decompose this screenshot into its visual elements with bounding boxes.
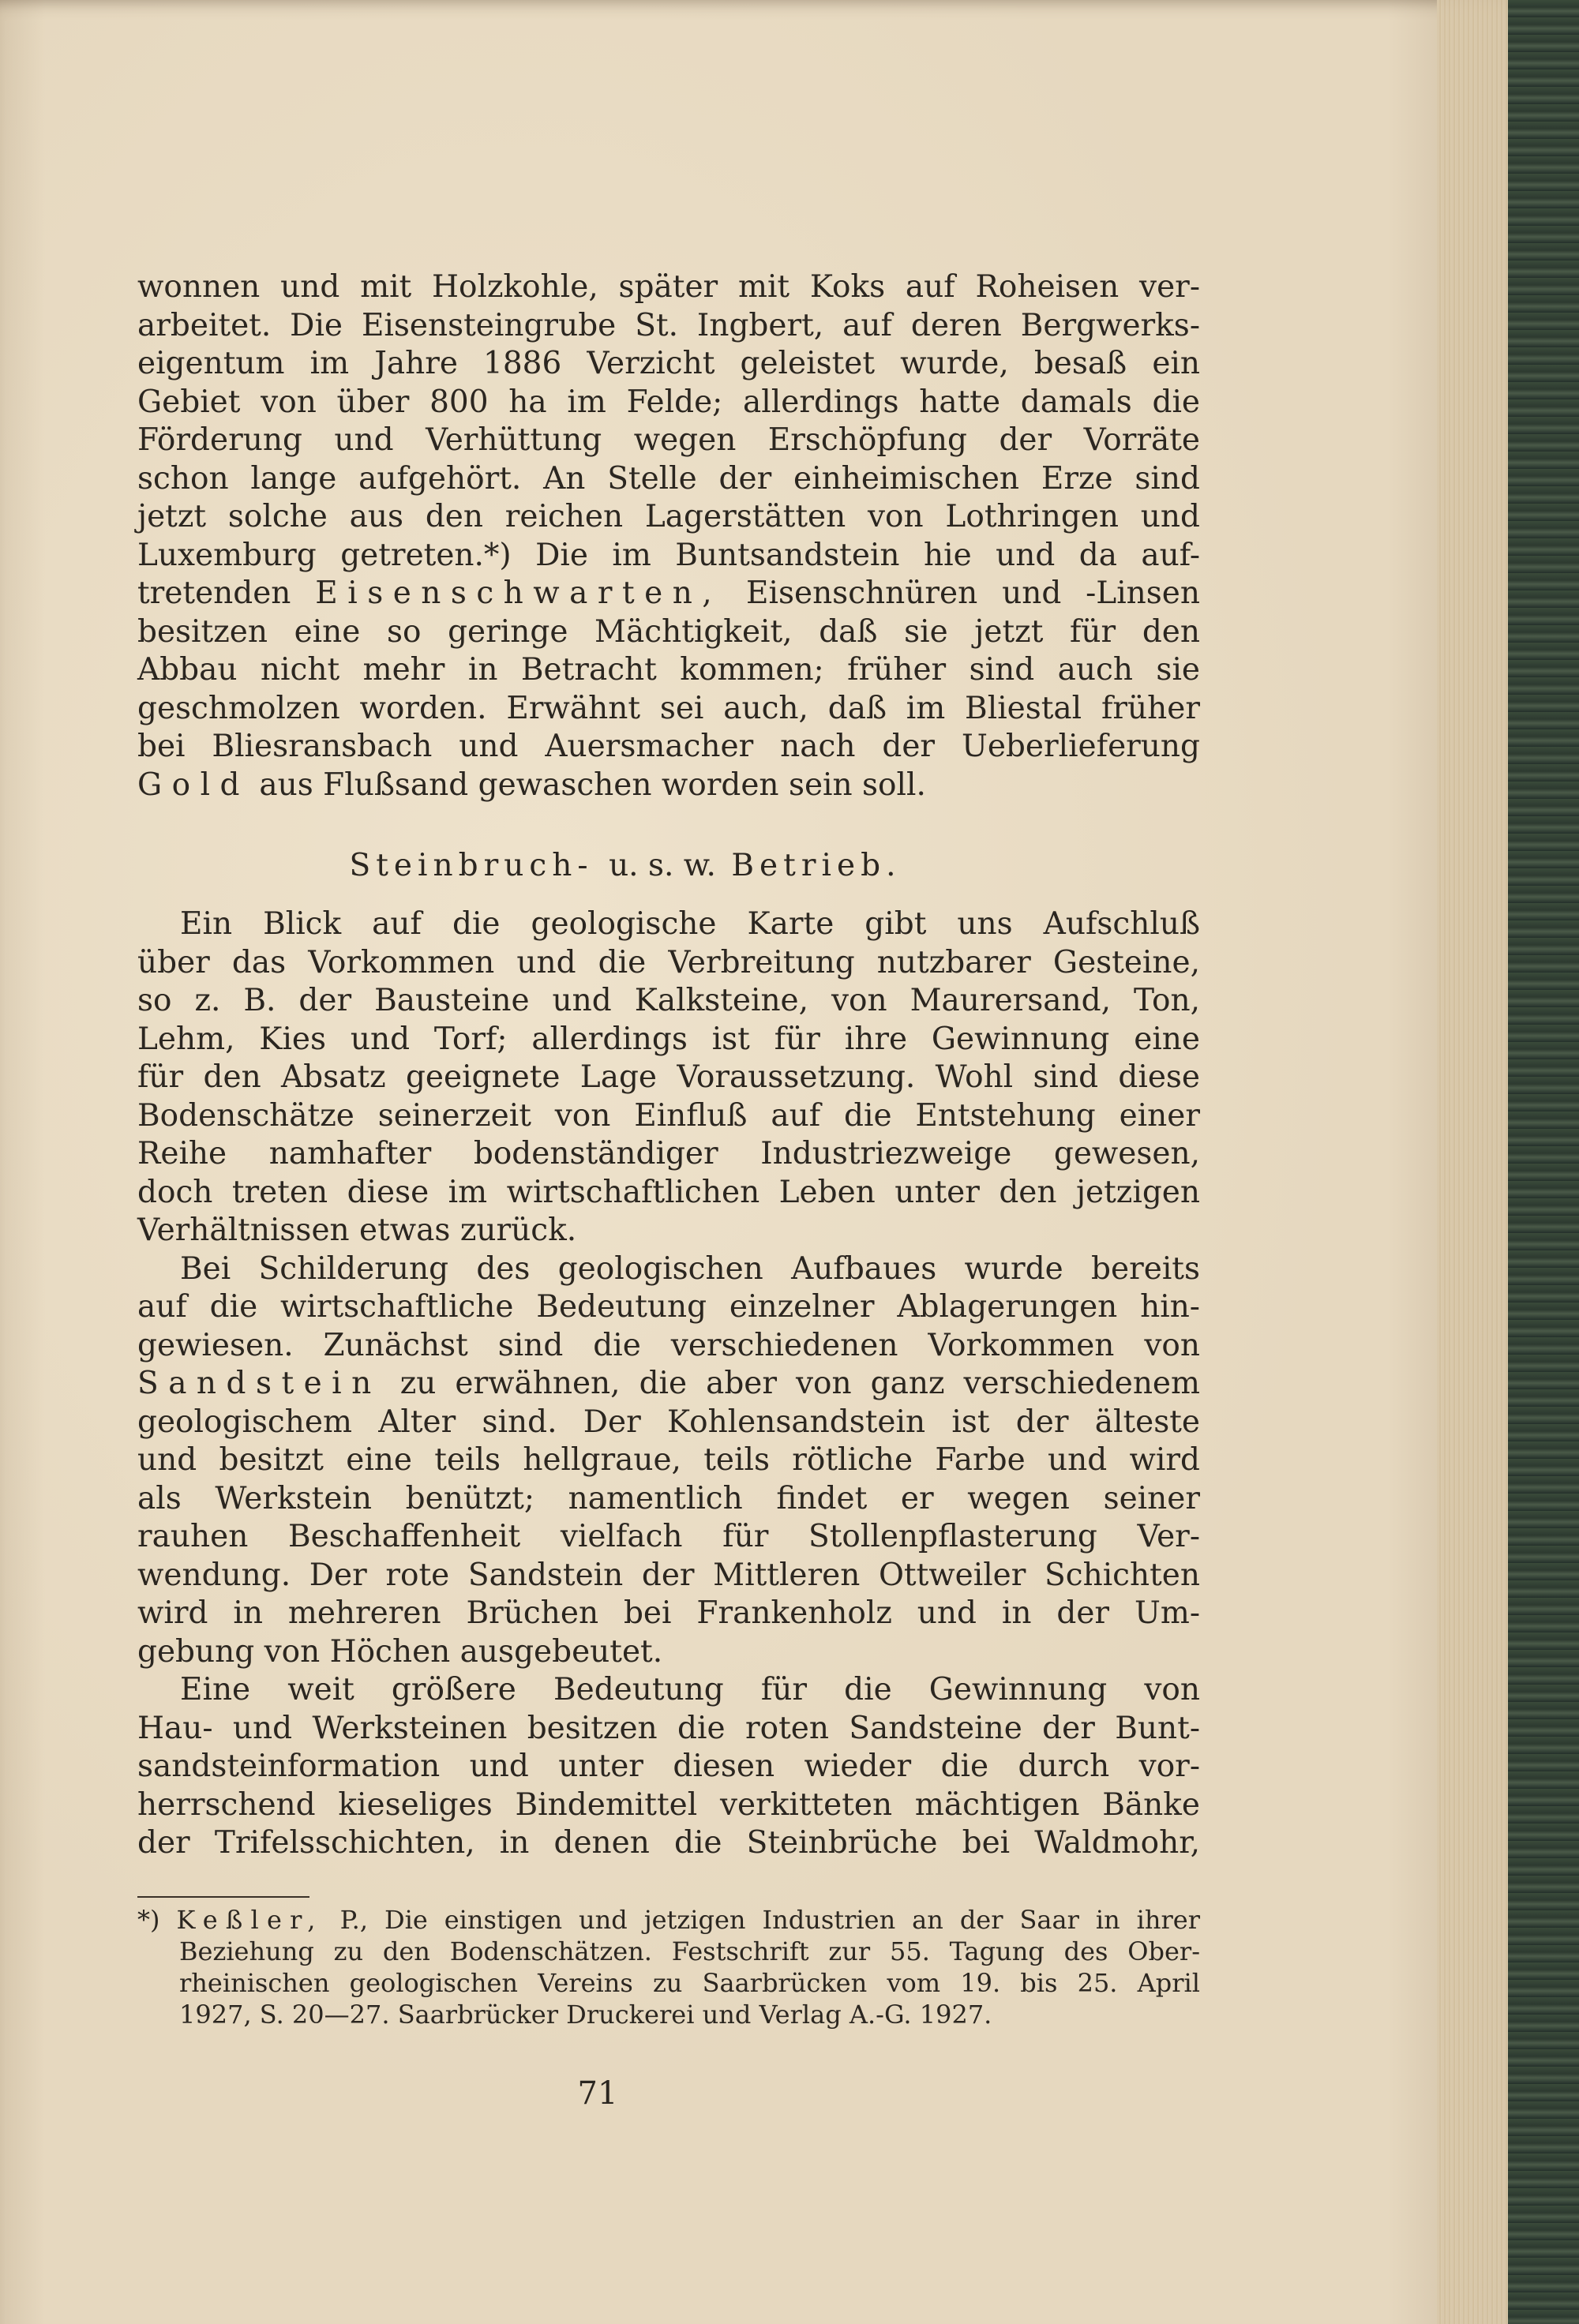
footnote-line (137, 1904, 1200, 1936)
text-line: Bei Schilderung des geologischen Aufbaues wurde bereits (180, 1250, 1200, 1287)
text-line: wendung. Der rote Sandstein der Mittleren Ottweiler Schichten (137, 1557, 1200, 1593)
page-content (137, 268, 1200, 2112)
text-line (137, 575, 1200, 613)
text-segment: zu erwähnen, die aber von ganz verschiedenem (399, 1366, 1200, 1401)
text-line: rauhen Beschaffenheit vielfach für Stollenpflasterung Ver- (137, 1519, 1200, 1554)
paragraph-1 (137, 268, 1200, 804)
text-line: herrschend kieseliges Bindemittel verkitteten mächtigen Bänke (137, 1786, 1200, 1823)
text-line: Förderung und Verhüttung wegen Erschöpfung der Vorräte (137, 422, 1200, 458)
text-line: Lehm, Kies und Torf; allerdings ist für ihre Gewinnung eine (137, 1021, 1200, 1057)
text-line: und besitzt eine teils hellgraue, teils rötliche Farbe und wird (137, 1442, 1200, 1478)
text-line: geschmolzen worden. Erwähnt sei auch, daß im Bliestal früher (137, 690, 1200, 726)
paragraph-4 (137, 1671, 1200, 1863)
text-line: geologischem Alter sind. Der Kohlensandstein ist der älteste (137, 1404, 1200, 1440)
footnote-marker: *) (137, 1904, 160, 1935)
paragraph-2 (137, 905, 1200, 1250)
text-line: schon lange aufgehört. An Stelle der einheimischen Erze sind (137, 460, 1200, 497)
text-line: Ein Blick auf die geologische Karte gibt uns Aufschluß (180, 906, 1200, 942)
book-binding (1508, 0, 1579, 2324)
text-line: besitzen eine so geringe Mächtigkeit, daß sie jetzt für den (137, 613, 1200, 650)
text-line (137, 767, 1200, 805)
footnote-author: Keßler, (176, 1904, 324, 1935)
text-line: arbeitet. Die Eisensteingrube St. Ingbert, auf deren Bergwerks- (137, 307, 1200, 343)
emphasized-term: Eisenschwarten, (315, 575, 722, 611)
text-line: Verhältnissen etwas zurück. (137, 1213, 577, 1248)
text-line: für den Absatz geeignete Lage Voraussetzung. Wohl sind diese (137, 1059, 1200, 1095)
text-line: jetzt solche aus den reichen Lagerstätten von Lothringen und (137, 499, 1200, 534)
emphasized-term: Gold (137, 767, 249, 803)
text-line (137, 1365, 1200, 1404)
text-line: doch treten diese im wirtschaftlichen Leben unter den jetzigen (137, 1174, 1200, 1210)
text-line: wonnen und mit Holzkohle, später mit Koks auf Roheisen ver- (137, 269, 1200, 305)
text-segment: P., Die einstigen und jetzigen Industrien an der Saar in ihrer (339, 1904, 1201, 1935)
text-line: bei Bliesransbach und Auersmacher nach der Ueberlieferung (137, 729, 1200, 764)
heading-part: Betrieb. (731, 848, 902, 883)
paragraph-3 (137, 1250, 1200, 1672)
page-number: 71 (577, 2075, 618, 2112)
emphasized-term: Sandstein (137, 1366, 381, 1401)
text-line: Hau- und Werksteinen besitzen die roten Sandsteine der Bunt- (137, 1710, 1200, 1746)
text-line: gewiesen. Zunächst sind die verschiedenen Vorkommen von (137, 1327, 1200, 1363)
heading-part: Steinbruch- (349, 848, 594, 883)
text-line: Abbau nicht mehr in Betracht kommen; früher sind auch sie (137, 652, 1200, 688)
footnote-line: Beziehung zu den Bodenschätzen. Festschrift zur 55. Tagung des Ober- (179, 1936, 1200, 1966)
text-line: über das Vorkommen und die Verbreitung nutzbarer Gesteine, (137, 944, 1200, 980)
text-line: der Trifelsschichten, in denen die Steinbrüche bei Waldmohr, (137, 1825, 1200, 1861)
text-line: sandsteinformation und unter diesen wieder die durch vor- (137, 1749, 1200, 1784)
footnote-divider (137, 1896, 309, 1898)
text-line: Eine weit größere Bedeutung für die Gewinnung von (180, 1672, 1200, 1707)
footnote-line: rheinischen geologischen Vereins zu Saarbrücken vom 19. bis 25. April (179, 1967, 1200, 1998)
text-line: gebung von Höchen ausgebeutet. (137, 1633, 663, 1670)
heading-part: u. s. w. (609, 848, 716, 883)
text-segment: aus Flußsand gewaschen worden sein soll. (259, 767, 926, 803)
text-line: Bodenschätze seinerzeit von Einfluß auf die Entstehung einer (137, 1097, 1200, 1134)
text-line: Luxemburg getreten.*) Die im Buntsandstein hie und da auf- (137, 537, 1200, 573)
text-line: so z. B. der Bausteine und Kalksteine, von Maurersand, Ton, (137, 983, 1200, 1018)
text-line: wird in mehreren Brüchen bei Frankenholz und in der Um- (137, 1595, 1200, 1631)
text-line: auf die wirtschaftliche Bedeutung einzelner Ablagerungen hin- (137, 1289, 1200, 1325)
page-edges (1437, 0, 1508, 2324)
text-line: eigentum im Jahre 1886 Verzicht geleistet wurde, besaß ein (137, 346, 1200, 381)
text-segment: Eisenschnüren und -Linsen (746, 575, 1201, 611)
text-line: Reihe namhafter bodenständiger Industriezweige gewesen, (137, 1136, 1200, 1171)
text-line: Gebiet von über 800 ha im Felde; allerdings hatte damals die (137, 384, 1200, 420)
section-heading (137, 847, 1200, 885)
text-line: als Werkstein benützt; namentlich findet er wegen seiner (137, 1480, 1200, 1516)
footnote (137, 1904, 1200, 2030)
footnote-line: 1927, S. 20—27. Saarbrücker Druckerei und Verlag A.-G. 1927. (179, 1999, 992, 2030)
text-segment: tretenden (137, 575, 291, 611)
